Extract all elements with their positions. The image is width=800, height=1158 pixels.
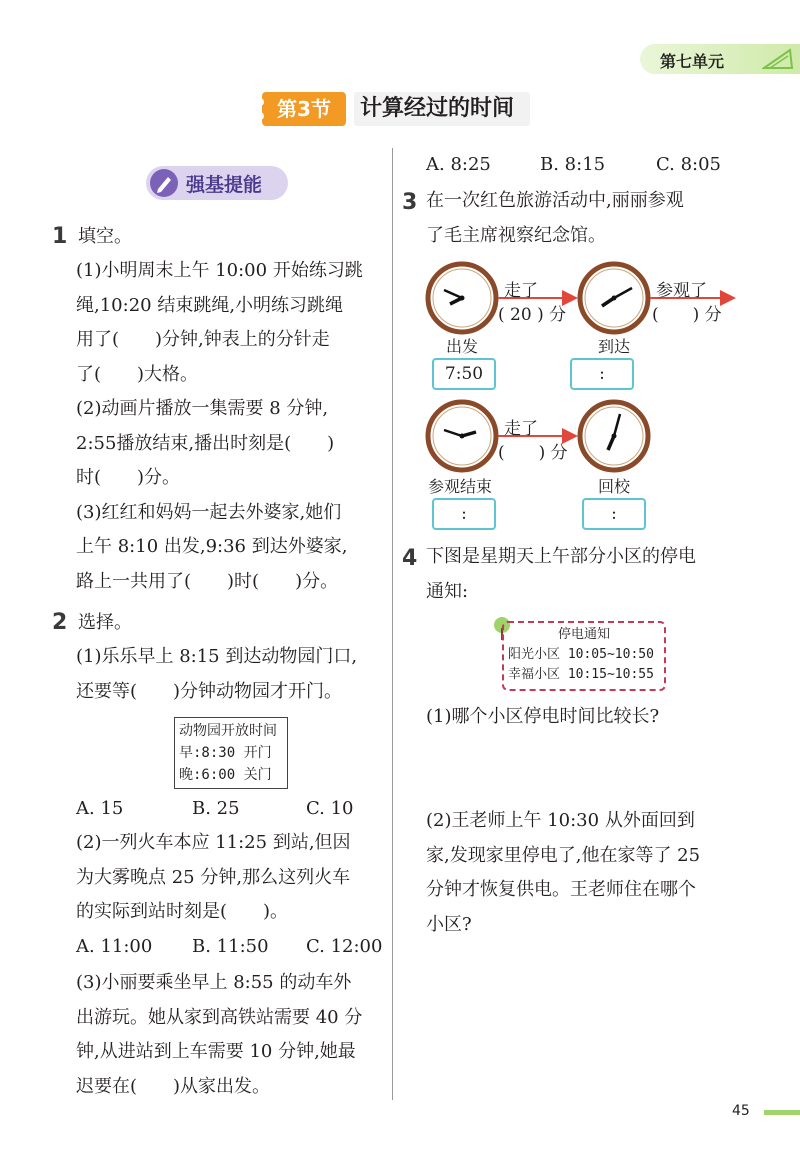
- q2-opt-c: C. 10: [306, 798, 354, 819]
- page-accent-bar: [764, 1110, 800, 1115]
- q1-line: 用了( )分钟,钟表上的分针走: [76, 329, 330, 350]
- unit-label: 第七单元: [660, 52, 725, 71]
- time-start-box: 7:50: [432, 358, 496, 390]
- q1-line: 了( )大格。: [76, 363, 199, 385]
- q2-opt-a: A. 15: [76, 798, 124, 819]
- q1-line: 上午 8:10 出发,9:36 到达外婆家,: [76, 536, 348, 557]
- visit-label: 参观了: [656, 281, 707, 301]
- time-arrive-box[interactable]: :: [570, 358, 634, 390]
- zoo-hours-box: [174, 717, 288, 789]
- q1-line: (3)红红和妈妈一起去外婆家,她们: [76, 501, 342, 523]
- section-tag: 第3节: [262, 92, 346, 126]
- q2-line: 出游玩。她从家到高铁站需要 40 分: [76, 1006, 363, 1028]
- ruler-icon: [762, 48, 794, 70]
- q1-line: 路上一共用了( )时( )分。: [76, 570, 339, 592]
- column-divider: [392, 148, 393, 1100]
- label-arrive: 到达: [598, 337, 631, 356]
- q2-opt-a: A. 11:00: [76, 936, 153, 957]
- q2-line: (2)一列火车本应 11:25 到站,但因: [76, 832, 351, 853]
- q2-number: 2: [52, 610, 68, 635]
- q2-line: (3)小丽要乘坐早上 8:55 的动车外: [76, 972, 352, 993]
- q2-line: 还要等( )分钟动物园才开门。: [76, 680, 343, 702]
- q1-line: 时( )分。: [76, 467, 181, 488]
- label-visit-end: 参观结束: [428, 477, 493, 496]
- q4-sub1: (1)哪个小区停电时间比较长?: [426, 706, 660, 727]
- q4-number: 4: [402, 546, 418, 571]
- q4-line: 分钟才恢复供电。王老师住在哪个: [426, 879, 696, 900]
- q2-opt-b: B. 25: [192, 798, 240, 819]
- q4-sub2: [426, 804, 700, 942]
- clock-start: [428, 264, 496, 332]
- q1-line: 2:55播放结束,播出时刻是( ): [76, 432, 335, 454]
- q1-title: 填空。: [78, 226, 132, 247]
- label-start: 出发: [446, 337, 479, 356]
- q2-line: 的实际到站时刻是( )。: [76, 901, 289, 922]
- q2-opt-c: C. 12:00: [306, 936, 383, 957]
- pencil-icon: [150, 169, 178, 197]
- time-return-box[interactable]: :: [582, 498, 646, 530]
- q3-line: 了毛主席视察纪念馆。: [426, 224, 606, 246]
- q2-line: 钟,从进站到上车需要 10 分钟,她最: [76, 1041, 356, 1062]
- clock-return: [580, 402, 648, 470]
- zoo-open-time: 早:8:30 开门: [179, 745, 272, 761]
- q2-part2: [76, 826, 351, 930]
- q2-opt-b: B. 8:15: [540, 154, 606, 175]
- q4-line: (2)王老师上午 10:30 从外面回到: [426, 810, 695, 831]
- q2-part3: [76, 966, 362, 1104]
- q2-opt-b: B. 11:50: [192, 936, 269, 957]
- q4-line: 家,发现家里停电了,他在家等了 25: [426, 844, 701, 866]
- q1-body: [76, 254, 363, 599]
- section-title-text: 计算经过的时间: [354, 92, 530, 126]
- unit-tab: [640, 44, 800, 74]
- q1-number: 1: [52, 224, 68, 249]
- q3-body: [426, 184, 684, 253]
- q4-line: 小区?: [426, 913, 472, 935]
- q2-line: (1)乐乐早上 8:15 到达动物园门口,: [76, 646, 358, 667]
- clock-visit-end: [428, 402, 496, 470]
- q2-line: 为大雾晚点 25 分钟,那么这列火车: [76, 866, 351, 888]
- q2-part1: [76, 640, 357, 709]
- q2-opt-a: A. 8:25: [426, 154, 491, 175]
- q4-body: [426, 540, 696, 609]
- walk1-label: 走了: [504, 281, 538, 301]
- time-visit-end-box[interactable]: :: [432, 498, 496, 530]
- q2-title: 选择。: [78, 612, 132, 633]
- zoo-hours-title: 动物园开放时间: [179, 723, 277, 739]
- q2-opt-c: C. 8:05: [656, 154, 721, 175]
- clock-arrive: [580, 264, 648, 332]
- walk2-label: 走了: [504, 419, 538, 439]
- notice-row: 阳光小区 10:05~10:50: [508, 647, 654, 662]
- q1-line: (2)动画片播放一集需要 8 分钟,: [76, 398, 329, 419]
- section-badge: [146, 166, 288, 200]
- q1-line: 绳,10:20 结束跳绳,小明练习跳绳: [76, 294, 344, 316]
- label-return: 回校: [598, 477, 631, 496]
- visit-value: ( ) 分: [652, 305, 722, 325]
- notice-title: 停电通知: [557, 627, 610, 642]
- zoo-close-time: 晚:6:00 关门: [179, 767, 272, 783]
- q3-number: 3: [402, 190, 418, 215]
- q3-line: 在一次红色旅游活动中,丽丽参观: [426, 190, 684, 211]
- page-number: 45: [732, 1103, 750, 1119]
- badge-label: 强基提能: [186, 174, 263, 196]
- walk2-value: ( ) 分: [498, 443, 568, 463]
- q1-line: (1)小明周末上午 10:00 开始练习跳: [76, 260, 363, 281]
- q2-line: 迟要在( )从家出发。: [76, 1075, 271, 1097]
- q4-line: 通知:: [426, 580, 469, 602]
- q4-line: 下图是星期天上午部分小区的停电: [426, 546, 696, 567]
- notice-row: 幸福小区 10:15~10:55: [508, 667, 654, 682]
- walk1-value: ( 20 ) 分: [498, 305, 567, 325]
- power-outage-notice: [502, 621, 666, 691]
